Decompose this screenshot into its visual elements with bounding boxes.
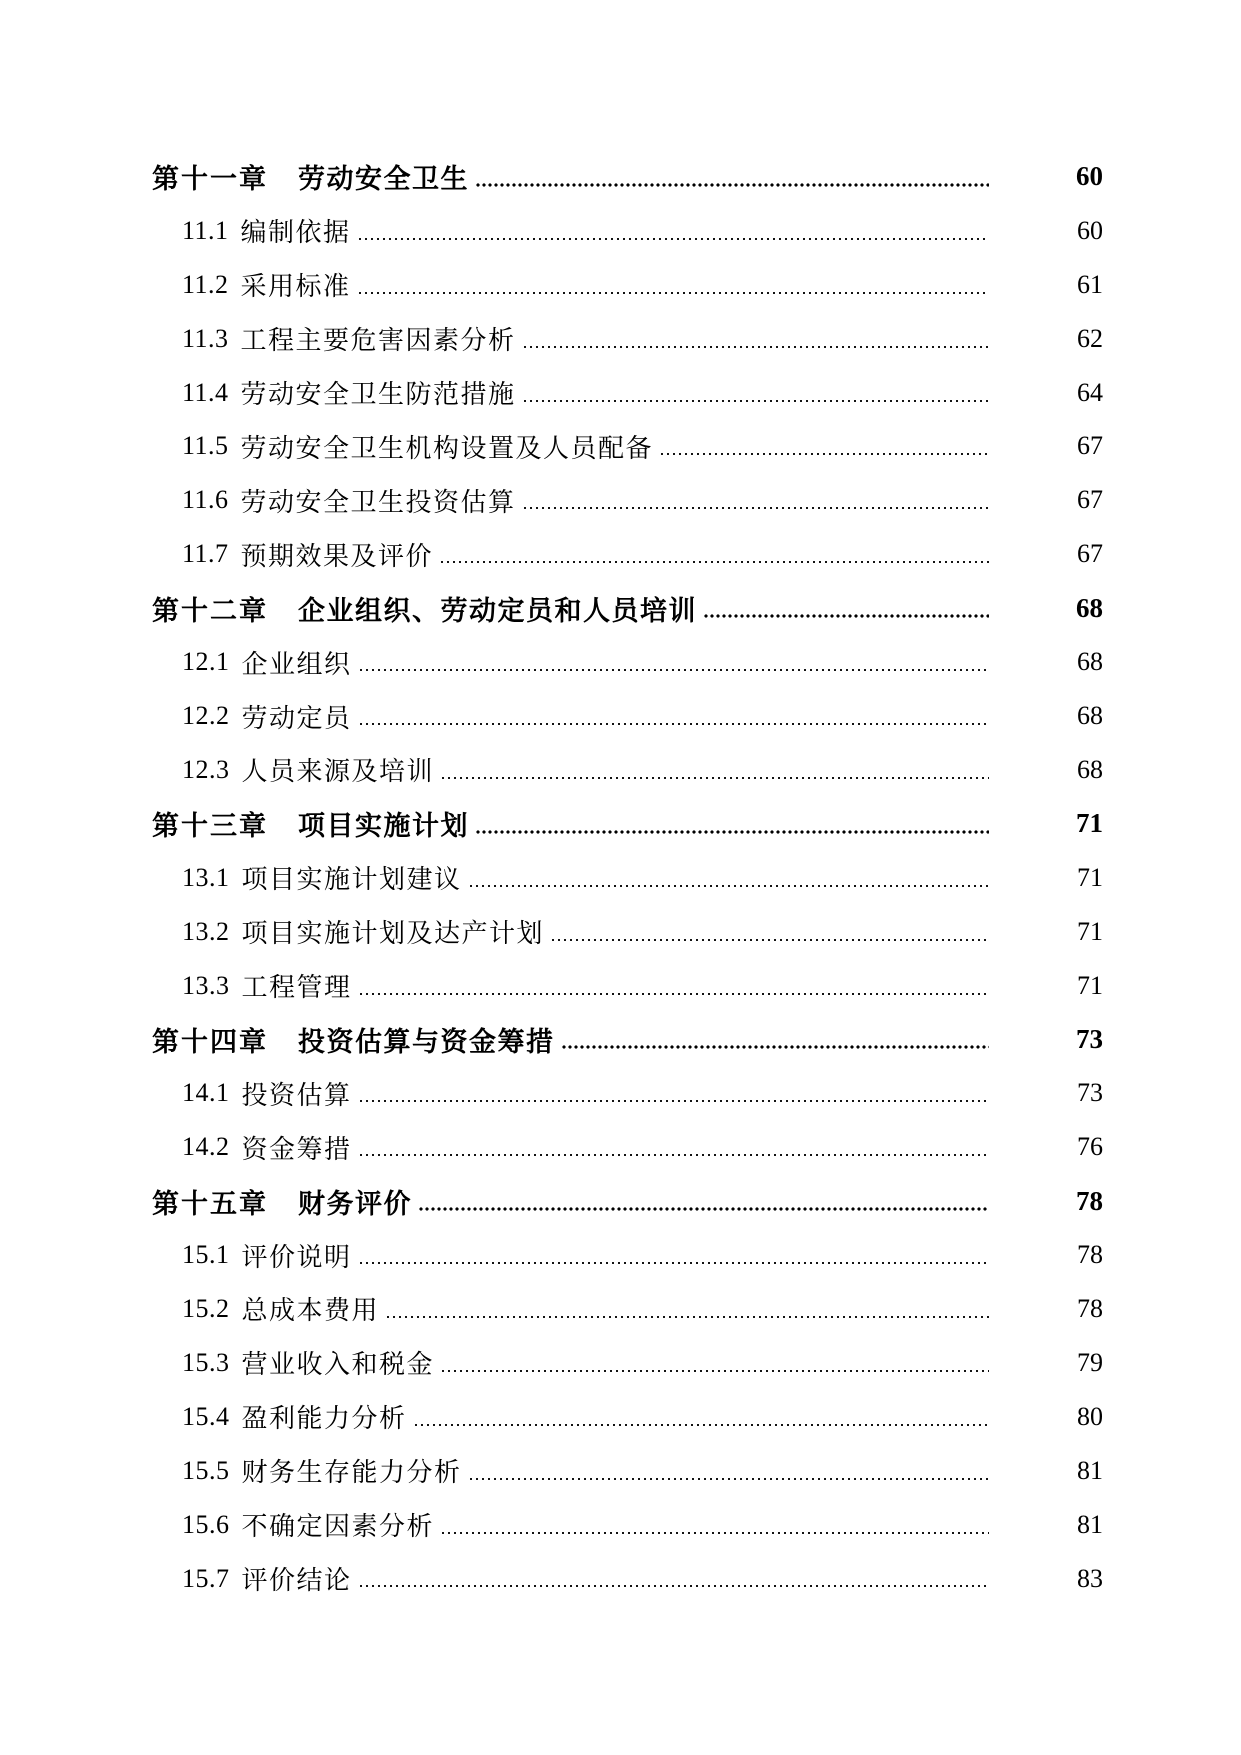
dot-leader [358,1098,989,1104]
toc-section-entry[interactable] [0,689,1241,743]
toc-entry-title: 项目实施计划及达产计划 [241,919,545,950]
toc-entry-heading [182,1237,352,1274]
toc-entry-number: 15.3 [182,1347,230,1377]
toc-entry-number: 11.4 [182,377,229,407]
dot-leader [468,1476,989,1482]
toc-page-number: 73 [1077,1078,1103,1108]
toc-entry-title: 投资估算 [241,1080,352,1111]
toc-entry-heading [182,320,516,357]
toc-page-number: 67 [1077,431,1103,461]
toc-entry-title: 营业收入和税金 [241,1350,435,1381]
toc-entry-number: 11.5 [182,431,229,461]
toc-section-entry[interactable] [0,258,1241,312]
toc-page-number: 78 [1077,1293,1103,1323]
toc-entry-number: 第十四章 [152,1026,268,1058]
toc-page-number: 67 [1077,485,1103,515]
toc-page-number: 68 [1077,754,1103,784]
toc-entry-title: 投资估算与资金筹措 [298,1026,555,1058]
toc-entry-heading [182,1452,462,1489]
toc-page-number: 81 [1077,1509,1103,1539]
toc-section-entry[interactable] [0,1336,1241,1390]
toc-entry-number: 13.2 [182,916,230,946]
toc-section-entry[interactable] [0,473,1241,527]
toc-entry-heading [152,804,469,843]
toc-entry-title: 财务评价 [298,1188,412,1220]
dot-leader [468,883,989,889]
toc-section-entry[interactable] [0,420,1241,474]
toc-page-number: 81 [1077,1455,1103,1485]
toc-chapter-entry[interactable] [0,1013,1241,1067]
toc-section-entry[interactable] [0,204,1241,258]
toc-entry-title: 企业组织、劳动定员和人员培训 [298,595,697,627]
toc-page-number: 68 [1077,647,1103,677]
toc-section-entry[interactable] [0,1228,1241,1282]
toc-entry-number: 12.2 [182,701,230,731]
dot-leader [358,721,989,727]
toc-chapter-entry[interactable] [0,1174,1241,1228]
dot-leader [440,1530,989,1536]
toc-page-number: 76 [1077,1132,1103,1162]
toc-entry-title: 项目实施计划建议 [241,865,462,896]
toc-entry-title: 劳动定员 [241,703,352,734]
toc-entry-title: 劳动安全卫生 [298,164,469,196]
toc-section-entry[interactable] [0,1282,1241,1336]
toc-page-number: 64 [1077,377,1103,407]
toc-entry-number: 11.2 [182,269,229,299]
toc-entry-title: 劳动安全卫生机构设置及人员配备 [240,433,654,464]
dot-leader [413,1422,989,1428]
toc-entry-title: 工程管理 [241,973,352,1004]
toc-section-entry[interactable] [0,366,1241,420]
toc-entry-title: 盈利能力分析 [241,1404,407,1435]
dot-leader [522,398,989,404]
toc-entry-number: 13.1 [182,862,230,892]
toc-entry-heading [182,266,351,303]
toc-entry-number: 第十一章 [152,164,268,196]
toc-entry-heading [152,1182,412,1221]
toc-page-number: 80 [1077,1401,1103,1431]
dot-leader [659,451,989,457]
toc-entry-number: 11.3 [182,323,229,353]
toc-page-number: 61 [1077,269,1103,299]
toc-entry-heading [182,536,433,573]
toc-chapter-entry[interactable] [0,797,1241,851]
toc-entry-number: 13.3 [182,970,230,1000]
dot-leader [475,182,989,188]
toc-entry-number: 15.6 [182,1509,230,1539]
toc-entry-heading [182,1560,352,1597]
toc-entry-title: 编制依据 [240,218,351,249]
toc-entry-heading [182,1344,434,1381]
toc-entry-number: 14.1 [182,1078,230,1108]
dot-leader [357,290,989,296]
toc-entry-number: 11.1 [182,215,229,245]
toc-entry-number: 12.3 [182,754,230,784]
toc-entry-heading [152,1020,555,1059]
toc-entry-heading [182,1129,352,1166]
toc-entry-number: 15.7 [182,1563,230,1593]
toc-page-number: 78 [1076,1185,1103,1216]
toc-section-entry[interactable] [0,1552,1241,1606]
toc-entry-number: 15.5 [182,1455,230,1485]
toc-section-entry[interactable] [0,959,1241,1013]
toc-entry-heading [182,913,544,950]
toc-entry-heading [182,967,352,1004]
toc-page-number: 78 [1077,1240,1103,1270]
toc-section-entry[interactable] [0,635,1241,689]
toc-entry-title: 人员来源及培训 [241,757,435,788]
dot-leader [522,505,989,511]
toc-section-entry[interactable] [0,851,1241,905]
dot-leader [440,1368,989,1374]
toc-page-number: 79 [1077,1347,1103,1377]
toc-entry-title: 评价说明 [241,1242,352,1273]
toc-page-number: 71 [1076,808,1103,839]
toc-entry-heading [182,1290,379,1327]
dot-leader [358,991,989,997]
toc-page-number: 62 [1077,323,1103,353]
dot-leader [357,236,989,242]
dot-leader [358,1152,989,1158]
dot-leader [475,829,989,835]
toc-entry-title: 劳动安全卫生投资估算 [240,487,516,518]
toc-entry-title: 劳动安全卫生防范措施 [240,380,516,411]
toc-entry-number: 第十三章 [152,811,268,843]
toc-entry-title: 总成本费用 [241,1296,380,1327]
toc-section-entry[interactable] [0,1498,1241,1552]
dot-leader [522,344,989,350]
toc-entry-number: 15.4 [182,1401,230,1431]
dot-leader [561,1044,990,1050]
toc-entry-heading [182,1075,352,1112]
dot-leader [440,775,989,781]
dot-leader [358,1260,989,1266]
toc-entry-number: 11.6 [182,485,229,515]
dot-leader [358,667,989,673]
toc-entry-title: 财务生存能力分析 [241,1458,462,1489]
toc-entry-number: 第十二章 [152,595,268,627]
toc-chapter-entry[interactable] [0,581,1241,635]
toc-page-number: 68 [1076,592,1103,623]
toc-page-number: 73 [1076,1023,1103,1054]
toc-page-number: 71 [1077,916,1103,946]
toc-entry-heading [182,698,352,735]
toc-section-entry[interactable] [0,1444,1241,1498]
toc-entry-number: 11.7 [182,539,229,569]
toc-entry-heading [182,212,351,249]
toc-entry-heading [182,751,434,788]
toc-entry-heading [182,482,516,519]
toc-page-number: 71 [1077,970,1103,1000]
toc-entry-heading [182,1506,434,1543]
dot-leader [385,1314,989,1320]
toc-entry-number: 15.1 [182,1240,230,1270]
dot-leader [703,613,989,619]
toc-entry-title: 不确定因素分析 [241,1512,435,1543]
toc-page-number: 83 [1077,1563,1103,1593]
toc-section-entry[interactable] [0,905,1241,959]
toc-entry-title: 资金筹措 [241,1134,352,1165]
toc-entry-heading [182,1398,407,1435]
toc-section-entry[interactable] [0,312,1241,366]
toc-entry-heading [182,644,352,681]
toc-entry-heading [182,374,516,411]
toc-chapter-entry[interactable] [0,150,1241,204]
toc-entry-heading [182,428,653,465]
dot-leader [358,1583,989,1589]
toc-entry-heading [152,157,469,196]
toc-entry-heading [152,589,697,628]
toc-page-number: 60 [1076,161,1103,192]
toc-entry-number: 14.2 [182,1132,230,1162]
toc-entry-heading [182,859,462,896]
toc-section-entry[interactable] [0,1066,1241,1120]
toc-entry-title: 评价结论 [241,1566,352,1597]
toc-page-number: 71 [1077,862,1103,892]
toc-section-entry[interactable] [0,743,1241,797]
table-of-contents [0,150,1241,1605]
toc-entry-title: 企业组织 [241,649,352,680]
toc-page-number: 60 [1077,215,1103,245]
toc-page-number: 68 [1077,701,1103,731]
toc-entry-title: 项目实施计划 [298,811,469,843]
toc-section-entry[interactable] [0,527,1241,581]
toc-entry-title: 预期效果及评价 [240,541,434,572]
toc-page-number: 67 [1077,539,1103,569]
toc-section-entry[interactable] [0,1120,1241,1174]
toc-entry-number: 12.1 [182,647,230,677]
dot-leader [439,559,989,565]
dot-leader [418,1206,989,1212]
toc-section-entry[interactable] [0,1390,1241,1444]
toc-entry-title: 工程主要危害因素分析 [240,326,516,357]
toc-entry-title: 采用标准 [240,272,351,303]
toc-entry-number: 15.2 [182,1293,230,1323]
dot-leader [550,937,989,943]
toc-entry-number: 第十五章 [152,1188,268,1220]
